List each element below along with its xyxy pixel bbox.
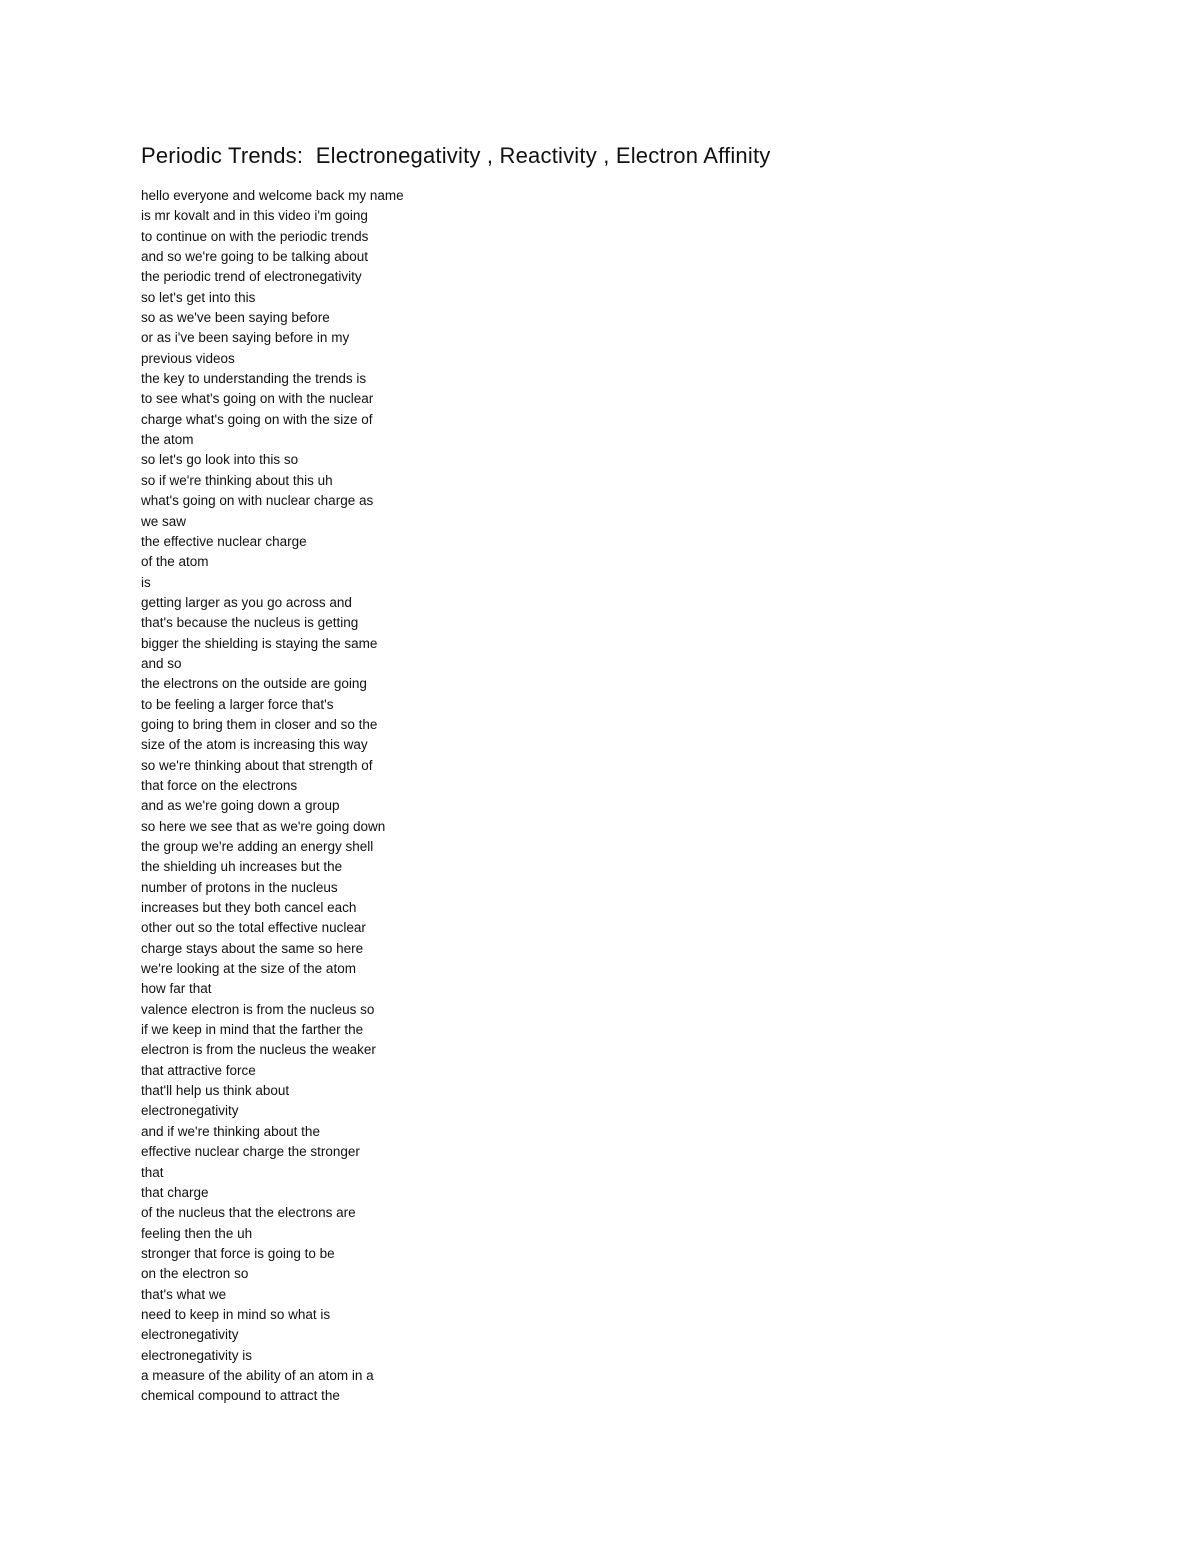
transcript-line: so let's go look into this so <box>141 452 299 468</box>
transcript-line: getting larger as you go across and <box>141 594 352 610</box>
transcript-line: the periodic trend of electronegativity <box>141 269 362 285</box>
transcript-line: and as we're going down a group <box>141 798 340 814</box>
transcript-line: bigger the shielding is staying the same <box>141 635 378 651</box>
transcript-line: going to bring them in closer and so the <box>141 716 378 732</box>
transcript-line: that's what we <box>141 1286 227 1302</box>
transcript-line: the shielding uh increases but the <box>141 859 343 875</box>
transcript-body <box>141 186 404 1407</box>
transcript-line: that attractive force <box>141 1062 256 1078</box>
transcript-line: the effective nuclear charge <box>141 533 307 549</box>
transcript-line: valence electron is from the nucleus so <box>141 1001 375 1017</box>
transcript-line: that force on the electrons <box>141 777 298 793</box>
transcript-line: so let's get into this <box>141 289 256 305</box>
transcript-line: so here we see that as we're going down <box>141 818 386 834</box>
transcript-line: that's because the nucleus is getting <box>141 615 359 631</box>
transcript-line: and so we're going to be talking about <box>141 249 368 265</box>
transcript-line: of the atom <box>141 554 209 570</box>
transcript-line: that'll help us think about <box>141 1083 290 1099</box>
transcript-line: to continue on with the periodic trends <box>141 228 369 244</box>
transcript-line: size of the atom is increasing this way <box>141 737 368 753</box>
transcript-line: the key to understanding the trends is <box>141 371 367 387</box>
transcript-line: we saw <box>141 513 187 529</box>
transcript-line: charge what's going on with the size of <box>141 411 373 427</box>
transcript-line: to be feeling a larger force that's <box>141 696 334 712</box>
transcript-line: or as i've been saying before in my <box>141 330 350 346</box>
transcript-line: so as we've been saying before <box>141 310 330 326</box>
transcript-line: we're looking at the size of the atom <box>141 961 356 977</box>
transcript-line: on the electron so <box>141 1266 249 1282</box>
transcript-line: so if we're thinking about this uh <box>141 472 333 488</box>
transcript-line: stronger that force is going to be <box>141 1245 335 1261</box>
transcript-line: to see what's going on with the nuclear <box>141 391 374 407</box>
transcript-line: and if we're thinking about the <box>141 1123 320 1139</box>
transcript-line: that <box>141 1164 164 1180</box>
transcript-line: hello everyone and welcome back my name <box>141 188 404 203</box>
transcript-line: electron is from the nucleus the weaker <box>141 1042 376 1058</box>
transcript-line: effective nuclear charge the stronger <box>141 1144 360 1160</box>
transcript-line: other out so the total effective nuclear <box>141 920 366 936</box>
transcript-line: the atom <box>141 432 194 448</box>
transcript-line: electronegativity is <box>141 1347 253 1363</box>
transcript-line: number of protons in the nucleus <box>141 879 338 895</box>
transcript-line: that charge <box>141 1184 209 1200</box>
transcript-line: how far that <box>141 981 212 997</box>
transcript-line: increases but they both cancel each <box>141 900 357 916</box>
document-title: Periodic Trends: Electronegativity , Reactivity , Electron Affinity <box>141 143 771 168</box>
transcript-line: if we keep in mind that the farther the <box>141 1022 364 1038</box>
transcript-line: so we're thinking about that strength of <box>141 757 373 773</box>
transcript-line: electronegativity <box>141 1327 239 1343</box>
transcript-line: a measure of the ability of an atom in a <box>141 1367 374 1383</box>
transcript-line: is <box>141 574 151 590</box>
transcript-line: of the nucleus that the electrons are <box>141 1205 356 1221</box>
transcript-line: chemical compound to attract the <box>141 1388 340 1404</box>
transcript-line: charge stays about the same so here <box>141 940 364 956</box>
transcript-line: feeling then the uh <box>141 1225 253 1241</box>
transcript-line: and so <box>141 655 182 671</box>
transcript-line: is mr kovalt and in this video i'm going <box>141 208 368 224</box>
transcript-line: previous videos <box>141 350 235 366</box>
transcript-line: the group we're adding an energy shell <box>141 839 374 854</box>
transcript-line: the electrons on the outside are going <box>141 676 367 692</box>
transcript-line: what's going on with nuclear charge as <box>141 493 374 509</box>
transcript-line: need to keep in mind so what is <box>141 1306 331 1322</box>
transcript-line: electronegativity <box>141 1103 239 1119</box>
